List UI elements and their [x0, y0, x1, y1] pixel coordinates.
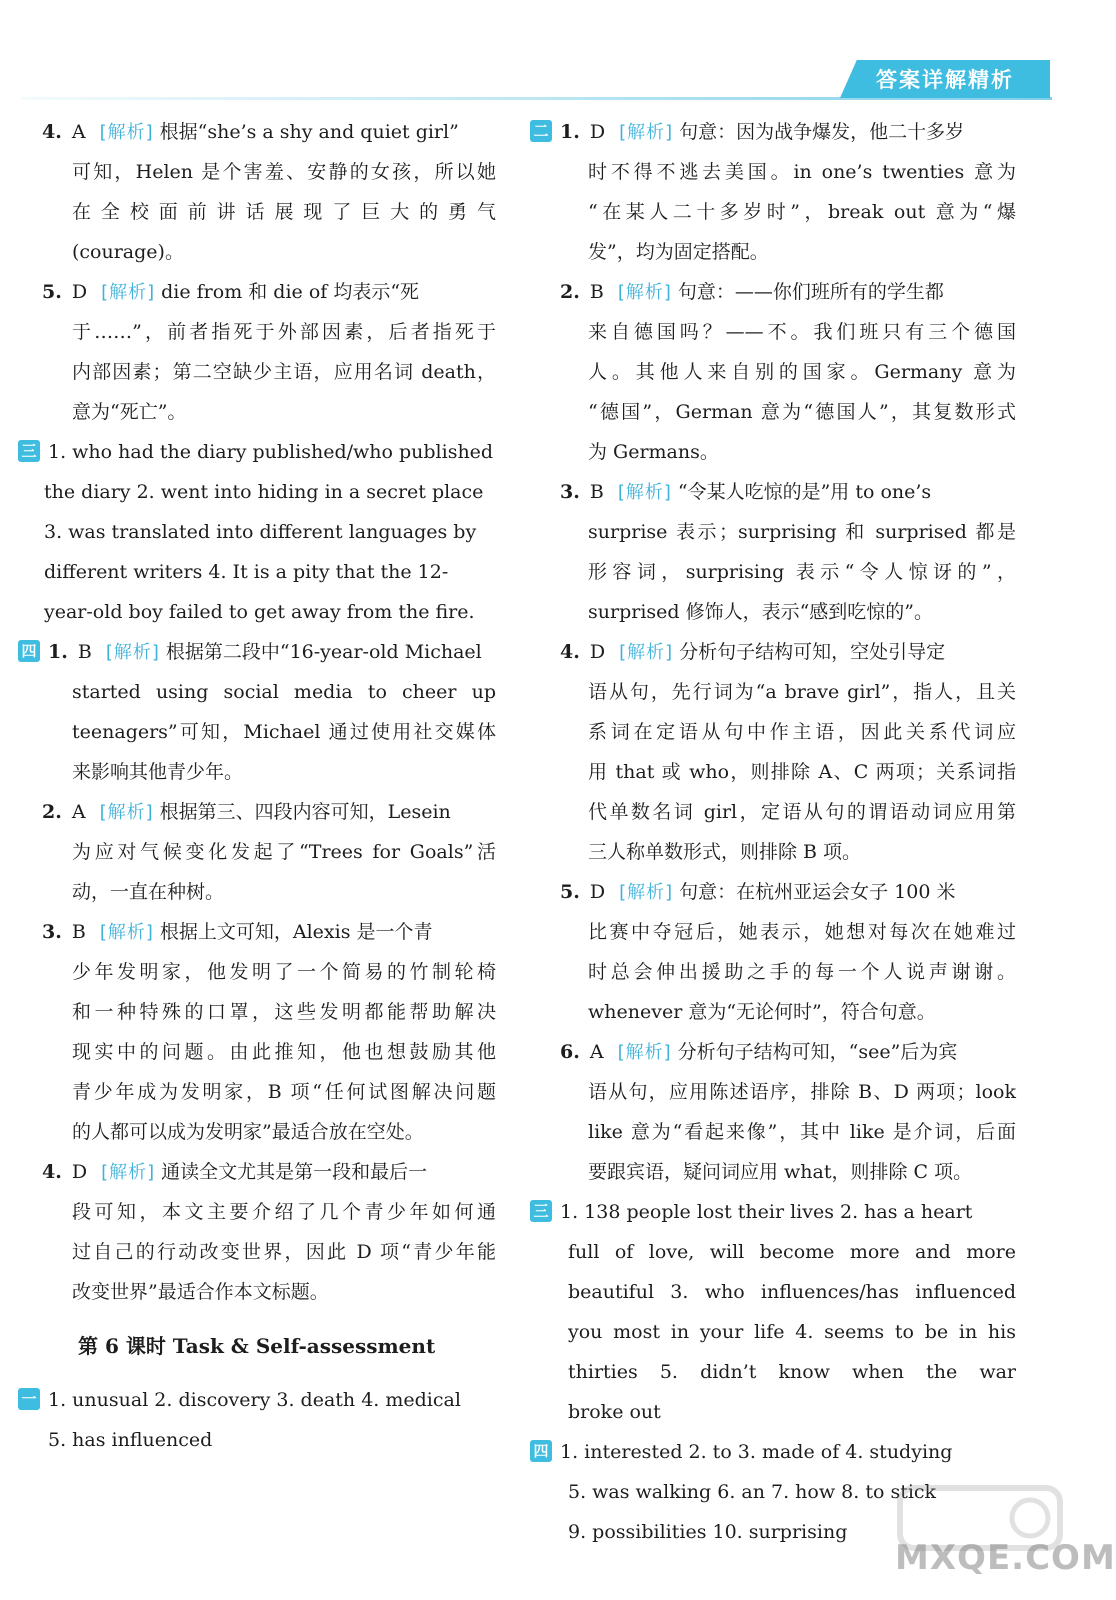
answer-choice: B: [589, 481, 604, 503]
explanation-line: 三人称单数形式，则排除 B 项。: [588, 841, 862, 863]
question-number: 1.: [48, 641, 68, 663]
section-badge: 四: [18, 640, 40, 662]
analysis-tag: [解析]: [617, 1042, 672, 1063]
explanation-text: 根据上文可知，Alexis 是一个青: [159, 921, 433, 943]
explanation-line: 意为“死亡”。: [72, 401, 187, 423]
answer-line: the diary 2. went into hiding in a secret place: [44, 481, 484, 503]
analysis-tag: [解析]: [617, 282, 672, 303]
section-1-line: [18, 1380, 496, 1420]
explanation-line: 为应对气候变化发起了“Trees for Goals”活: [72, 841, 496, 863]
explanation-line: 代单数名词 girl，定语从句的谓语动词应用第: [588, 801, 1016, 823]
answer-choice: D: [71, 281, 88, 303]
answer-choice: D: [71, 1161, 88, 1183]
explanation-line: 和一种特殊的口罩，这些发明都能帮助解决: [72, 1001, 496, 1023]
header-title: 答案详解精析: [876, 68, 1014, 92]
section-4-q1-line: [18, 632, 496, 672]
explanation-line: 用 that 或 who，则排除 A、C 两项；关系词指: [588, 761, 1016, 783]
answer-choice: A: [71, 121, 86, 143]
left-column: [18, 112, 496, 1460]
question-number: 2.: [42, 801, 62, 823]
question-4-line: [18, 112, 496, 152]
answer-line: you most in your life 4. seems to be in his: [568, 1321, 1016, 1343]
explanation-line: 时不得不逃去美国。in one’s twenties 意为: [588, 161, 1016, 183]
explanation-text: 句意：因为战争爆发，他二十多岁: [679, 121, 965, 143]
question-number: 3.: [42, 921, 62, 943]
explanation-line: 动，一直在种树。: [72, 881, 225, 903]
explanation-line: 要跟宾语，疑问词应用 what，则排除 C 项。: [588, 1161, 973, 1183]
answer-text: 1. 138 people lost their lives 2. has a heart: [560, 1201, 973, 1223]
question-number: 5.: [560, 881, 580, 903]
answer-text: 1. interested 2. to 3. made of 4. studying: [560, 1441, 953, 1463]
analysis-tag: [解析]: [619, 642, 674, 663]
explanation-line: “在某人二十多岁时”，break out 意为“爆: [588, 201, 1016, 223]
explanation-line: 语从句，应用陈述语序，排除 B、D 两项；look: [588, 1081, 1016, 1103]
explanation-line: started using social media to cheer up: [72, 681, 496, 703]
section-badge: 四: [530, 1440, 552, 1462]
question-number: 4.: [42, 121, 62, 143]
section-4-q2-line: [18, 792, 496, 832]
answer-line: year-old boy failed to get away from the fire.: [44, 601, 475, 623]
analysis-tag: [解析]: [99, 122, 154, 143]
answer-line: 5. was walking 6. an 7. how 8. to stick: [568, 1481, 937, 1503]
explanation-line: 过自己的行动改变世界，因此 D 项“青少年能: [72, 1241, 496, 1263]
section-badge: 一: [18, 1388, 40, 1410]
question-number: 3.: [560, 481, 580, 503]
analysis-tag: [解析]: [619, 122, 674, 143]
section-3-line: [18, 432, 496, 472]
question-number: 6.: [560, 1041, 580, 1063]
explanation-line: 在全校面前讲话展现了巨大的勇气: [72, 201, 496, 223]
question-number: 4.: [42, 1161, 62, 1183]
explanation-text: 分析句子结构可知，“see”后为宾: [677, 1041, 958, 1063]
explanation-text: “令某人吃惊的是”用 to one’s: [677, 481, 932, 503]
answer-line: broke out: [568, 1401, 661, 1423]
section-2-q1-line: [530, 112, 1016, 152]
explanation-line: 少年发明家，他发明了一个简易的竹制轮椅: [72, 961, 496, 983]
explanation-line: surprised 修饰人，表示“感到吃惊的”。: [588, 601, 934, 623]
explanation-line: 改变世界”最适合作本文标题。: [72, 1281, 329, 1303]
answer-line: different writers 4. It is a pity that the 12-: [44, 561, 449, 583]
section-4-line: [530, 1432, 1016, 1472]
explanation-line: 内部因素；第二空缺少主语，应用名词 death，: [72, 361, 496, 383]
question-number: 2.: [560, 281, 580, 303]
question-5-line: [18, 272, 496, 312]
section-badge: 三: [530, 1200, 552, 1222]
explanation-text: 句意：在杭州亚运会女子 100 米: [679, 881, 956, 903]
analysis-tag: [解析]: [619, 882, 674, 903]
answer-choice: A: [589, 1041, 604, 1063]
answer-line: thirties 5. didn’t know when the war: [568, 1361, 1016, 1383]
explanation-line: 语从句，先行词为“a brave girl”，指人，且关: [588, 681, 1016, 703]
analysis-tag: [解析]: [99, 802, 154, 823]
section-2-q6-line: [530, 1032, 1016, 1072]
explanation-line: surprise 表示；surprising 和 surprised 都是: [588, 521, 1016, 543]
answer-choice: D: [589, 641, 606, 663]
section-4-q3-line: [18, 912, 496, 952]
answer-text: 1. who had the diary published/who published: [48, 441, 494, 463]
explanation-line: (courage)。: [72, 241, 184, 263]
answer-choice: B: [589, 281, 604, 303]
section-badge: 三: [18, 440, 40, 462]
section-4-q4-line: [18, 1152, 496, 1192]
answer-choice: D: [589, 881, 606, 903]
explanation-line: 可知，Helen 是个害羞、安静的女孩，所以她: [72, 161, 496, 183]
explanation-line: 段可知，本文主要介绍了几个青少年如何通: [72, 1201, 496, 1223]
explanation-text: 分析句子结构可知，空处引导定: [679, 641, 946, 663]
answer-choice: B: [71, 921, 86, 943]
answer-line: 3. was translated into different languages by: [44, 521, 477, 543]
analysis-tag: [解析]: [101, 282, 156, 303]
explanation-text: 句意：——你们班所有的学生都: [677, 281, 944, 303]
answer-choice: D: [589, 121, 606, 143]
answer-text: 1. unusual 2. discovery 3. death 4. medical: [48, 1389, 461, 1411]
explanation-text: 根据“she’s a shy and quiet girl”: [159, 121, 459, 143]
analysis-tag: [解析]: [617, 482, 672, 503]
analysis-tag: [解析]: [101, 1162, 156, 1183]
watermark-text: MXQE.COM: [895, 1538, 1116, 1578]
answer-line: full of love, will become more and more: [568, 1241, 1016, 1263]
explanation-line: 形容词，surprising 表示“令人惊讶的”，: [588, 561, 1016, 583]
explanation-line: “德国”，German 意为“德国人”，其复数形式: [588, 401, 1016, 423]
explanation-line: 时总会伸出援助之手的每一个人说声谢谢。: [588, 961, 1016, 983]
explanation-text: die from 和 die of 均表示“死: [161, 281, 420, 303]
question-number: 5.: [42, 281, 62, 303]
explanation-line: 来自德国吗？——不。我们班只有三个德国: [588, 321, 1016, 343]
explanation-line: like 意为“看起来像”，其中 like 是介词，后面: [588, 1121, 1016, 1143]
section-badge: 二: [530, 120, 552, 142]
explanation-line: 比赛中夺冠后，她表示，她想对每次在她难过: [588, 921, 1016, 943]
analysis-tag: [解析]: [105, 642, 160, 663]
explanation-line: 为 Germans。: [588, 441, 719, 463]
answer-choice: A: [71, 801, 86, 823]
explanation-line: 系词在定语从句中作主语，因此关系代词应: [588, 721, 1016, 743]
section-2-q5-line: [530, 872, 1016, 912]
section-3-line: [530, 1192, 1016, 1232]
explanation-line: 发”，均为固定搭配。: [588, 241, 769, 263]
section-2-q4-line: [530, 632, 1016, 672]
explanation-line: teenagers”可知，Michael 通过使用社交媒体: [72, 721, 496, 743]
explanation-text: 根据第三、四段内容可知，Lesein: [159, 801, 451, 823]
lesson-heading: 第 6 课时 Task & Self-assessment: [78, 1334, 436, 1358]
answer-choice: B: [77, 641, 92, 663]
explanation-text: 根据第二段中“16-year-old Michael: [165, 641, 482, 663]
explanation-line: whenever 意为“无论何时”，符合句意。: [588, 1001, 936, 1023]
question-number: 1.: [560, 121, 580, 143]
answer-line: beautiful 3. who influences/has influenced: [568, 1281, 1016, 1303]
explanation-line: 现实中的问题。由此推知，他也想鼓励其他: [72, 1041, 496, 1063]
section-2-q3-line: [530, 472, 1016, 512]
explanation-line: 来影响其他青少年。: [72, 761, 244, 783]
explanation-line: 人。其他人来自别的国家。Germany 意为: [588, 361, 1016, 383]
explanation-text: 通读全文尤其是第一段和最后一: [161, 1161, 428, 1183]
analysis-tag: [解析]: [99, 922, 154, 943]
section-2-q2-line: [530, 272, 1016, 312]
explanation-line: 青少年成为发明家，B 项“任何试图解决问题: [72, 1081, 496, 1103]
answer-line: 5. has influenced: [48, 1429, 213, 1451]
explanation-line: 的人都可以成为发明家”最适合放在空处。: [72, 1121, 424, 1143]
question-number: 4.: [560, 641, 580, 663]
answer-line: 9. possibilities 10. surprising: [568, 1521, 848, 1543]
right-column: [530, 112, 1016, 1552]
explanation-line: 于……”，前者指死于外部因素，后者指死于: [72, 321, 496, 343]
